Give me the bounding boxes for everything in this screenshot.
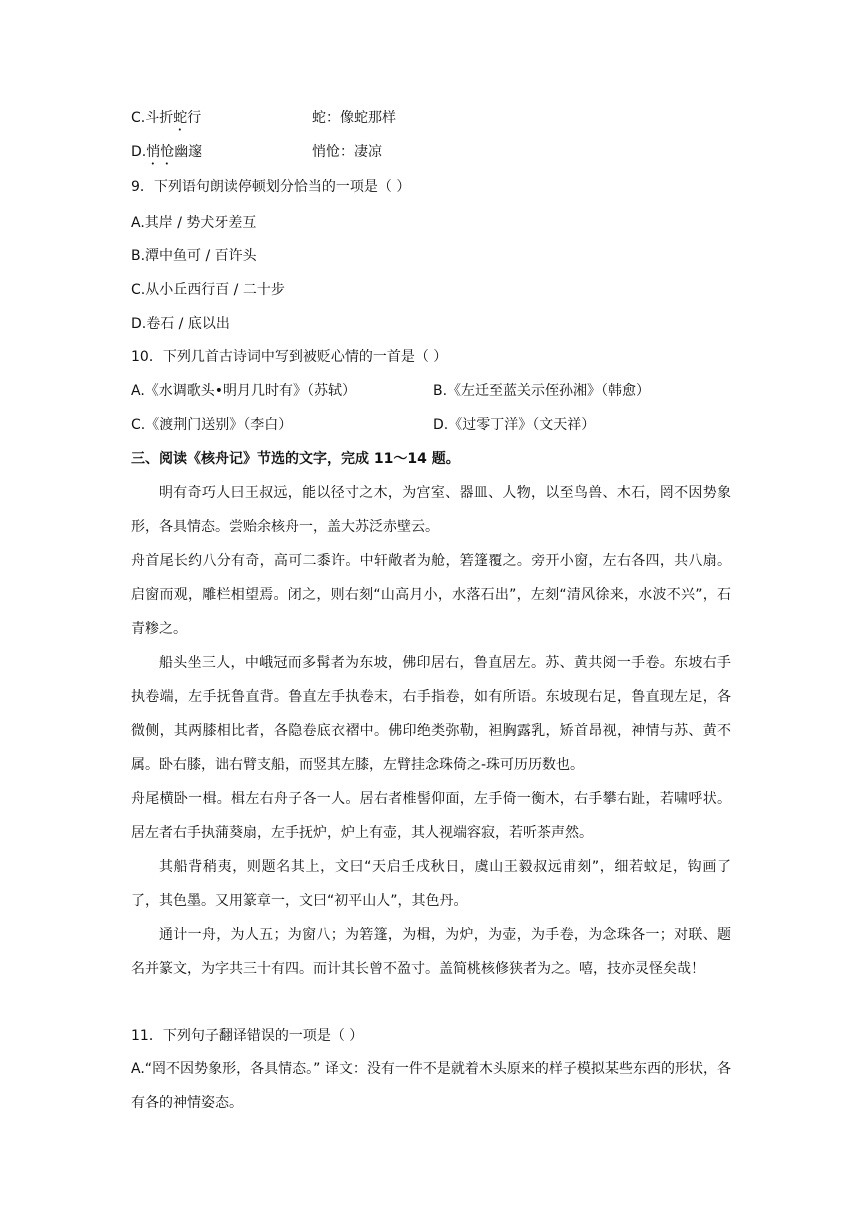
option-text: 幽邃 xyxy=(174,144,203,160)
q10-option-a: A.《水调歌头•明月几时有》（苏轼） xyxy=(131,383,357,399)
passage-paragraph-2: 舟首尾长约八分有奇，高可二黍许。中轩敞者为舱，箬篷覆之。旁开小窗，左右各四，共八扇。启窗而观，雕栏相望焉。闭之，则右刻“山高月小，水落石出”，左刻“清风徐来，水波不兴”，石青糁之。 xyxy=(131,553,731,637)
passage-paragraph-3: 船头坐三人，中峨冠而多髯者为东坡，佛印居右，鲁直居左。苏、黄共阅一手卷。东坡右手执卷端，左手抚鲁直背。鲁直左手执卷末，右手指卷，如有所语。东坡现右足，鲁直现左足，各微侧，其两膝相比者，各隐卷底衣褶中。佛印绝类弥勒，袒胸露乳，矫首昂视，神情与苏、黄不属。卧右膝，诎右臂支船，而竖其左膝，左臂挂念珠倚之-珠可历历数也。 xyxy=(131,655,731,773)
q9-stem: 9．下列语句朗读停顿划分恰当的一项是（ ） xyxy=(131,179,411,195)
q10-option-b: B.《左迁至蓝关示侄孙湘》（韩愈） xyxy=(433,383,651,399)
passage-paragraph-1: 明有奇巧人曰王叔远，能以径寸之木，为宫室、器皿、人物，以至鸟兽、木石，罔不因势象形，各具情态。尝贻余核舟一，盖大苏泛赤壁云。 xyxy=(131,485,731,535)
section-heading: 三、阅读《核舟记》节选的文字，完成 11～14 题。 xyxy=(131,451,460,467)
q8-option-d xyxy=(131,142,202,168)
q9-option-d: D.卷石 / 底以出 xyxy=(131,316,230,332)
option-text: C.斗折 xyxy=(131,110,174,126)
passage-paragraph-4: 舟尾横卧一楫。楫左右舟子各一人。居右者椎髻仰面，左手倚一衡木，右手攀右趾，若啸呼状。居左者右手执蒲葵扇，左手抚炉，炉上有壶，其人视端容寂，若听茶声然。 xyxy=(131,791,731,841)
emphasized-word: 蛇 xyxy=(173,110,188,126)
passage-paragraph-5: 其船背稍夷，则题名其上，文曰“天启壬戌秋日，虞山王毅叔远甫刻”，细若蚊足，钩画了了，其色墨。又用篆章一，文曰“初平山人”，其色丹。 xyxy=(131,859,731,909)
q10-option-c: C.《渡荆门送别》（李白） xyxy=(131,417,293,433)
q9-option-c: C.从小丘西行百 / 二十步 xyxy=(131,282,285,298)
q9-option-b: B.潭中鱼可 / 百许头 xyxy=(131,248,257,264)
q8-option-c xyxy=(131,108,201,134)
option-text: D. xyxy=(131,144,147,160)
q11-stem: 11．下列句子翻译错误的一项是（ ） xyxy=(131,1028,364,1044)
q10-option-d: D.《过零丁洋》（文天祥） xyxy=(433,417,596,433)
q8-option-d-explain: 悄怆：凄凉 xyxy=(312,144,382,160)
q9-option-a: A.其岸 / 势犬牙差互 xyxy=(131,215,257,231)
option-text: 行 xyxy=(187,110,202,126)
q10-stem: 10．下列几首古诗词中写到被贬心情的一首是（ ） xyxy=(131,349,448,365)
q11-option-a: A.“罔不因势象形，各具情态。” 译文：没有一件不是就着木头原来的样子模拟某些东西的形状，各有各的神情姿态。 xyxy=(131,1061,731,1111)
q8-option-c-explain: 蛇：像蛇那样 xyxy=(312,110,396,126)
emphasized-word: 悄怆 xyxy=(146,144,175,160)
passage-paragraph-6: 通计一舟，为人五；为窗八；为箬篷，为楫，为炉，为壶，为手卷，为念珠各一；对联、题名并篆文，为字共三十有四。而计其长曾不盈寸。盖简桃核修狭者为之。嘻，技亦灵怪矣哉！ xyxy=(131,927,731,977)
